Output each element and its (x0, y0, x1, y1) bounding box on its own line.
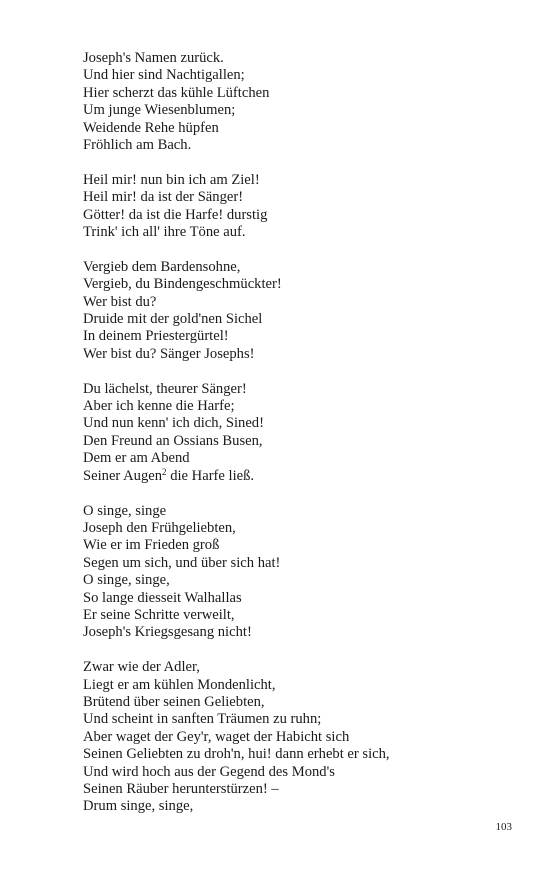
poem-line: So lange diesseit Walhallas (83, 589, 242, 606)
poem-line: Götter! da ist die Harfe! durstig (83, 206, 268, 223)
poem-line: Heil mir! da ist der Sänger! (83, 189, 244, 206)
stanza (83, 50, 523, 154)
poem-line: Wie er im Frieden groß (83, 537, 220, 554)
poem-line: O singe, singe, (83, 572, 170, 589)
poem-text (83, 50, 523, 816)
poem-line: Du lächelst, theurer Sänger! (83, 380, 247, 397)
poem-line: Zwar wie der Adler, (83, 659, 200, 676)
poem-line: Joseph's Kriegsgesang nicht! (83, 624, 252, 641)
poem-line: Trink' ich all' ihre Töne auf. (83, 224, 246, 241)
poem-line: Drum singe, singe, (83, 798, 194, 815)
poem-line: Und scheint in sanften Träumen zu ruhn; (83, 711, 322, 728)
poem-line: Weidende Rehe hüpfen (83, 119, 219, 136)
poem-line-with-footnote (83, 468, 523, 485)
poem-line: Vergieb dem Bardensohne, (83, 258, 241, 275)
poem-line: Brütend über seinen Geliebten, (83, 693, 265, 710)
page-number: 103 (495, 821, 512, 833)
poem-line: Und hier sind Nachtigallen; (83, 67, 245, 84)
stanza (83, 259, 523, 363)
poem-line: Aber waget der Gey'r, waget der Habicht sich (83, 728, 350, 745)
poem-line: Joseph den Frühgeliebten, (83, 519, 236, 536)
stanza (83, 381, 523, 485)
poem-line: Liegt er am kühlen Mondenlicht, (83, 676, 276, 693)
poem-line: Aber ich kenne die Harfe; (83, 398, 235, 415)
poem-line: Fröhlich am Bach. (83, 137, 192, 154)
poem-line: In deinem Priestergürtel! (83, 328, 229, 345)
poem-line: Den Freund an Ossians Busen, (83, 432, 263, 449)
poem-line: Er seine Schritte verweilt, (83, 606, 235, 623)
line-text-after-footnote: die Harfe ließ. (166, 467, 255, 484)
poem-line: Wer bist du? (83, 293, 157, 310)
poem-line: O singe, singe (83, 502, 167, 519)
poem-line: Seinen Geliebten zu droh'n, hui! dann erhebt er sich, (83, 746, 390, 763)
poem-line: Um junge Wiesenblumen; (83, 102, 236, 119)
poem-line: Seinen Räuber herunterstürzen! – (83, 780, 279, 797)
poem-line: Dem er am Abend (83, 450, 190, 467)
poem-line: Heil mir! nun bin ich am Ziel! (83, 171, 260, 188)
poem-line: Segen um sich, und über sich hat! (83, 554, 281, 571)
poem-line: Hier scherzt das kühle Lüftchen (83, 84, 270, 101)
poem-line: Und wird hoch aus der Gegend des Mond's (83, 763, 335, 780)
poem-line: Und nun kenn' ich dich, Sined! (83, 415, 264, 432)
line-text-before-footnote: Seiner Augen (83, 467, 163, 484)
stanza (83, 172, 523, 242)
poem-line: Wer bist du? Sänger Josephs! (83, 345, 255, 362)
poem-line: Vergieb, du Bindengeschmückter! (83, 276, 282, 293)
stanza (83, 659, 523, 816)
stanza (83, 503, 523, 642)
footnote-marker[interactable]: 2 (162, 466, 167, 477)
poem-line: Druide mit der gold'nen Sichel (83, 311, 263, 328)
poem-line: Joseph's Namen zurück. (83, 50, 224, 66)
